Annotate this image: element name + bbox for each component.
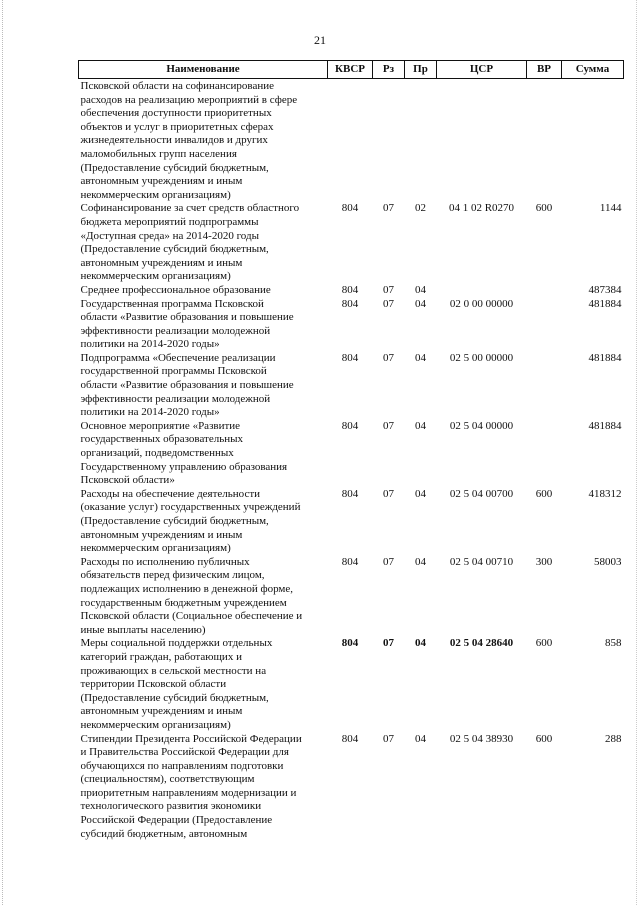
cell-name-line: субсидий бюджетным, автономным (80, 827, 248, 840)
cell-name-line: маломобильных групп населения (80, 147, 237, 160)
cell-csr (437, 79, 527, 203)
cell-name-line: государственной программы Псковской (80, 365, 267, 378)
header-sum: Сумма (562, 61, 624, 79)
cell-csr: 02 5 04 28640 (449, 637, 514, 650)
cell-name-line: государственным бюджетным учреждением (80, 596, 287, 609)
cell-name (79, 202, 328, 284)
table-row (79, 637, 624, 732)
cell-sum: 481884 (588, 419, 622, 432)
cell-name-line: политики на 2014-2020 годы» (80, 406, 220, 419)
cell-name-line: расходов на реализацию мероприятий в сфере (80, 93, 298, 106)
cell-name-line: обучающихся по направлениям подготовки (80, 759, 284, 772)
cell-name-line: автономным учреждениям и иным (80, 528, 243, 541)
cell-pr: 04 (415, 283, 426, 296)
cell-name-line: Расходы по исполнению публичных (80, 555, 250, 568)
cell-name-line: (Предоставление субсидий бюджетным, (80, 161, 269, 174)
cell-name-line: Псковской области» (80, 474, 175, 487)
cell-name-line: (Предоставление субсидий бюджетным, (80, 691, 269, 704)
cell-vr: 300 (535, 555, 553, 568)
cell-name-line: (оказание услуг) государственных учреждений (80, 501, 301, 514)
cell-name-line: подлежащих исполнению в денежной форме, (80, 582, 294, 595)
cell-kvsr: 804 (341, 351, 359, 364)
cell-pr: 04 (415, 555, 426, 568)
table-body (79, 79, 624, 842)
cell-name-line: (Предоставление субсидий бюджетным, (80, 515, 269, 527)
cell-vr: 600 (535, 732, 553, 745)
cell-name (79, 488, 328, 556)
cell-pr: 04 (415, 297, 426, 310)
table-row (79, 298, 624, 352)
cell-csr (437, 284, 527, 298)
cell-csr: 02 0 00 00000 (449, 297, 514, 310)
cell-name-line: некоммерческим организациям) (80, 718, 231, 731)
cell-kvsr: 804 (341, 283, 359, 296)
cell-name-line: Государственному управлению образования (80, 460, 288, 473)
header-csr: ЦСР (437, 61, 527, 79)
cell-pr: 04 (415, 419, 426, 432)
cell-name-line: территории Псковской области (80, 678, 227, 691)
cell-name-line: Псковской области (Социальное обеспечение и (80, 610, 303, 623)
cell-name-line: объектов и услуг в приоритетных сферах (80, 120, 274, 133)
cell-sum: 1144 (599, 202, 622, 215)
cell-name-line: Расходы на обеспечение деятельности (80, 487, 261, 500)
cell-csr: 04 1 02 R0270 (448, 202, 515, 215)
cell-pr: 04 (415, 351, 426, 364)
cell-kvsr: 804 (341, 202, 359, 215)
cell-csr: 02 5 00 00000 (449, 351, 514, 364)
budget-table (78, 60, 624, 841)
cell-name-line: обязательств перед физическим лицом, (80, 569, 265, 582)
cell-pr: 04 (415, 487, 426, 500)
cell-rz: 07 (383, 351, 394, 364)
cell-pr: 02 (415, 202, 426, 215)
cell-vr: 600 (535, 202, 553, 215)
page-edge-right (636, 0, 637, 905)
cell-csr: 02 5 04 00700 (449, 487, 514, 500)
cell-name-line: категорий граждан, работающих и (80, 650, 242, 663)
cell-name-line: (специальностям), соответствующим (80, 773, 255, 786)
cell-name-line: проживающих в сельской местности на (80, 664, 267, 677)
cell-name-line: иные выплаты населению) (80, 623, 206, 636)
cell-sum: 288 (605, 732, 622, 745)
cell-name (79, 733, 328, 842)
cell-rz (373, 79, 405, 203)
cell-rz: 07 (383, 487, 394, 500)
cell-name (79, 420, 328, 488)
cell-rz: 07 (383, 202, 394, 215)
cell-sum (562, 79, 624, 203)
cell-kvsr: 804 (341, 555, 359, 568)
cell-name (79, 556, 328, 638)
cell-rz: 07 (383, 555, 394, 568)
cell-name-line: (Предоставление субсидий бюджетным, (80, 243, 269, 256)
cell-name-line: эффективности реализации молодежной (80, 324, 271, 337)
cell-rz: 07 (383, 637, 394, 650)
cell-sum: 481884 (588, 351, 622, 364)
cell-name-line: жизнедеятельности инвалидов и других (80, 134, 268, 147)
cell-vr (527, 284, 562, 298)
cell-name-line: некоммерческим организациям) (80, 188, 231, 201)
cell-kvsr: 804 (341, 419, 359, 432)
cell-csr: 02 5 04 00710 (449, 555, 514, 568)
header-name: Наименование (79, 61, 328, 79)
cell-csr: 02 5 04 00000 (449, 419, 514, 432)
header-pr: Пр (405, 61, 437, 79)
cell-kvsr (328, 79, 373, 203)
cell-rz: 07 (383, 283, 394, 296)
cell-sum: 418312 (588, 487, 622, 500)
cell-name-line: Основное мероприятие «Развитие (80, 419, 241, 432)
cell-name (79, 298, 328, 352)
cell-kvsr: 804 (341, 297, 359, 310)
cell-name-line: автономным учреждениям и иным (80, 705, 243, 718)
table-row (79, 79, 624, 203)
cell-name (79, 79, 328, 203)
cell-name-line: автономным учреждениям и иным (80, 175, 243, 188)
page-number: 21 (314, 33, 326, 47)
cell-rz: 07 (383, 419, 394, 432)
cell-kvsr: 804 (341, 487, 359, 500)
header-rz: Рз (373, 61, 405, 79)
cell-name-line: некоммерческим организациям) (80, 542, 231, 555)
cell-name (79, 637, 328, 732)
cell-name-line: приоритетным направлениям модернизации и (80, 786, 297, 799)
cell-name-line: Стипендии Президента Российской Федерации (80, 732, 302, 745)
table-header-row (79, 61, 624, 79)
cell-name-line: бюджета мероприятий подпрограммы (80, 215, 259, 228)
cell-name-line: Российской Федерации (Предоставление (80, 814, 273, 827)
cell-sum: 58003 (594, 555, 622, 568)
cell-vr (527, 352, 562, 420)
cell-pr: 04 (415, 637, 426, 650)
cell-name-line: Меры социальной поддержки отдельных (80, 637, 273, 650)
cell-name-line: области «Развитие образования и повышение (80, 379, 294, 392)
header-kvsr: КВСР (328, 61, 373, 79)
table-row (79, 420, 624, 488)
cell-name-line: Среднее профессиональное образование (80, 283, 271, 296)
cell-name-line: государственных образовательных (80, 433, 244, 446)
table-row (79, 202, 624, 284)
cell-sum: 481884 (588, 297, 622, 310)
table-row (79, 284, 624, 298)
cell-vr: 600 (535, 637, 553, 650)
cell-kvsr: 804 (341, 732, 359, 745)
cell-rz: 07 (383, 297, 394, 310)
cell-vr (527, 79, 562, 203)
cell-name-line: эффективности реализации молодежной (80, 392, 271, 405)
cell-csr: 02 5 04 38930 (449, 732, 514, 745)
cell-name-line: Софинансирование за счет средств областного (80, 202, 300, 215)
table-row (79, 733, 624, 842)
cell-pr: 04 (415, 732, 426, 745)
table-row (79, 556, 624, 638)
cell-name (79, 284, 328, 298)
cell-kvsr: 804 (341, 637, 359, 650)
table-row (79, 352, 624, 420)
cell-rz: 07 (383, 732, 394, 745)
cell-name-line: технологического развития экономики (80, 800, 262, 813)
cell-name-line: Государственная программа Псковской (80, 297, 264, 310)
cell-name-line: и Правительства Российской Федерации для (80, 746, 289, 759)
cell-name-line: автономным учреждениям и иным (80, 256, 243, 269)
cell-sum: 487384 (588, 283, 622, 296)
cell-name-line: некоммерческим организациям) (80, 270, 231, 283)
cell-name-line: Псковской области на софинансирование (80, 80, 274, 92)
cell-name-line: обеспечения доступности приоритетных (80, 107, 272, 120)
cell-name-line: политики на 2014-2020 годы» (80, 338, 220, 351)
cell-name-line: «Доступная среда» на 2014-2020 годы (80, 229, 259, 242)
cell-pr (405, 79, 437, 203)
table-row (79, 488, 624, 556)
header-vr: ВР (527, 61, 562, 79)
cell-name-line: организаций, подведомственных (80, 447, 234, 460)
cell-sum: 858 (605, 637, 622, 650)
cell-name (79, 352, 328, 420)
cell-vr: 600 (535, 487, 553, 500)
cell-vr (527, 298, 562, 352)
cell-name-line: Подпрограмма «Обеспечение реализации (80, 351, 276, 364)
page-edge-left (2, 0, 3, 905)
cell-name-line: области «Развитие образования и повышение (80, 311, 294, 324)
cell-vr (527, 420, 562, 488)
